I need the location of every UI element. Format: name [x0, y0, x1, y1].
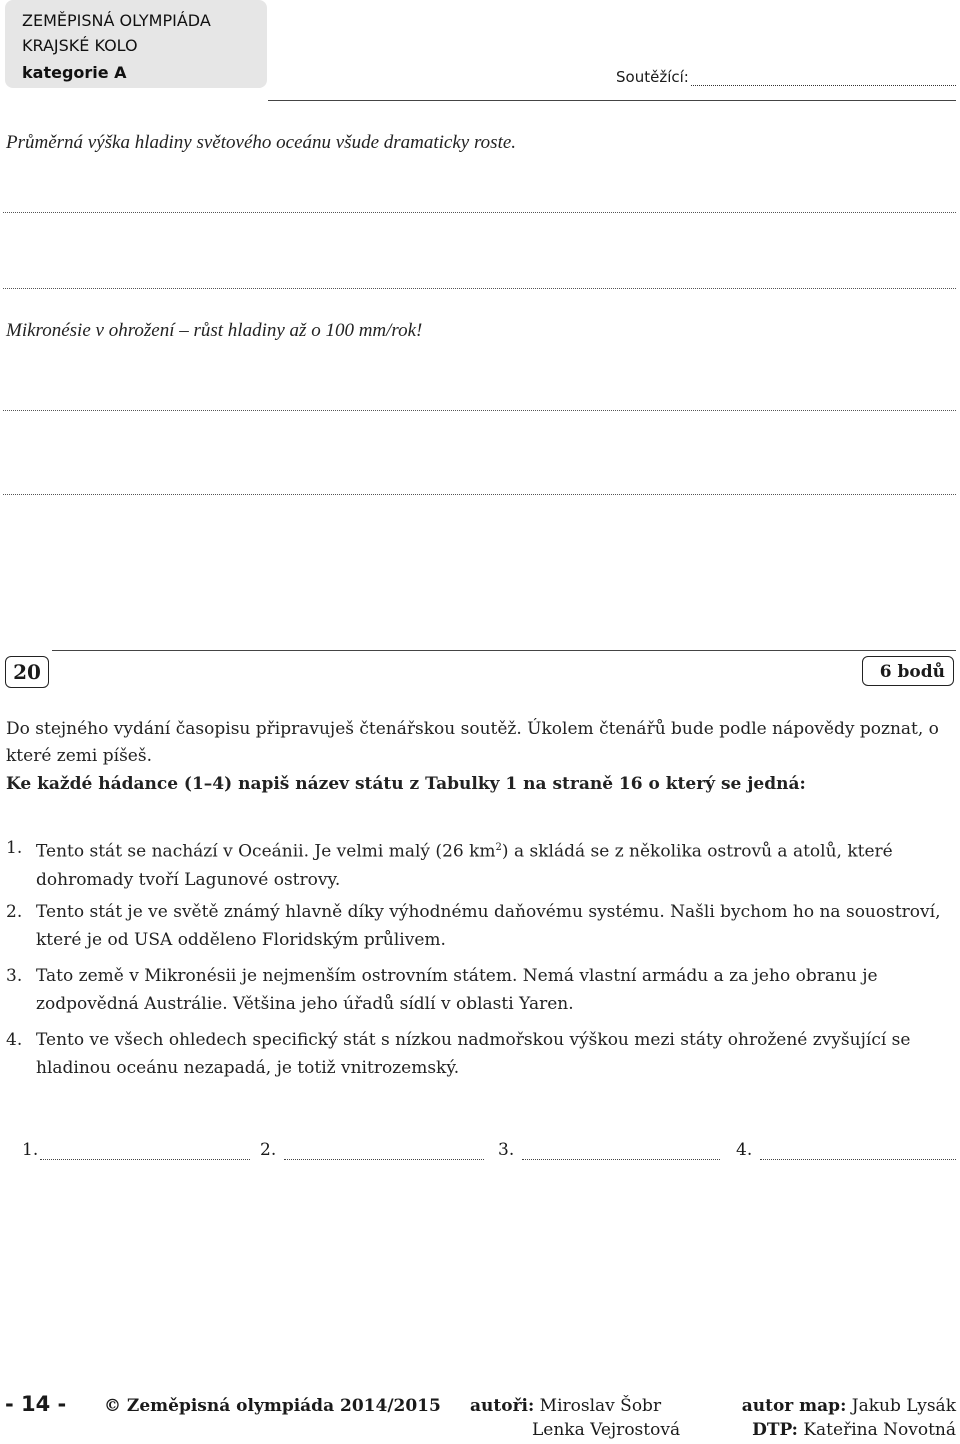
contestant-label: Soutěžící: [616, 68, 689, 86]
authors: autoři: Miroslav Šobr [470, 1396, 662, 1416]
dtp-author: DTP: Kateřina Novotná [752, 1420, 956, 1440]
question-points: 6 bodů [862, 656, 954, 686]
copyright: © Zeměpisná olympiáda 2014/2015 [104, 1396, 441, 1416]
list-item [6, 962, 946, 1018]
statement-2: Mikronésie v ohrožení – růst hladiny až o 100 mm/rok! [6, 320, 423, 341]
item-number: 3. [6, 966, 23, 986]
answer-line[interactable] [3, 212, 956, 213]
header-category: kategorie A [22, 63, 127, 82]
list-item [6, 898, 946, 954]
answers-row [22, 1140, 958, 1164]
item-text: Tato země v Mikronésii je nejmenším ostrovním státem. Nemá vlastní armádu a za jeho obranu je zodpovědná Austrálie. Většina jeho úřadů sídlí v oblasti Yaren. [36, 966, 878, 1014]
author-2: Lenka Vejrostová [532, 1420, 681, 1440]
contestant-field[interactable] [616, 68, 956, 86]
item-text: Tento stát je ve světě známý hlavně díky výhodnému daňovému systému. Našli bychom ho na souostroví, které je od USA odděleno Floridským průlivem. [36, 902, 941, 950]
question-instruction: Ke každé hádance (1–4) napiš název státu z Tabulky 1 na straně 16 o který se jedná: [6, 774, 806, 794]
answer-field-3[interactable]: 3. [498, 1140, 720, 1160]
header-rule [268, 100, 956, 101]
answer-line[interactable] [3, 494, 956, 495]
list-item [6, 1026, 946, 1082]
question-number: 20 [5, 656, 49, 688]
item-number: 4. [6, 1030, 23, 1050]
answer-field-4[interactable]: 4. [736, 1140, 956, 1160]
answer-line[interactable] [3, 410, 956, 411]
question-intro: Do stejného vydání časopisu připravuješ čtenářskou soutěž. Úkolem čtenářů bude podle nápovědy poznat, o které zemi píšeš. [6, 719, 939, 766]
answer-field-2[interactable]: 2. [260, 1140, 484, 1160]
map-author: autor map: Jakub Lysák [741, 1396, 956, 1416]
item-text: Tento stát se nachází v Oceánii. Je velmi malý (26 $km^2$) a skládá se z několika ostrovů a atolů, které dohromady tvoří Lagunové ostrovy. [36, 841, 893, 890]
item-number: 1. [6, 838, 23, 858]
statement-1: Průměrná výška hladiny světového oceánu všude dramaticky roste. [6, 132, 517, 153]
header-title: ZEMĚPISNÁ OLYMPIÁDA [22, 11, 211, 30]
question-rule [52, 650, 956, 651]
answer-field-1[interactable]: 1. [22, 1140, 250, 1160]
page-number: - 14 - [5, 1392, 67, 1416]
header-round: KRAJSKÉ KOLO [22, 36, 138, 55]
contestant-dotline [691, 71, 956, 86]
list-item [6, 834, 946, 894]
item-number: 2. [6, 902, 23, 922]
answer-line[interactable] [3, 288, 956, 289]
item-text: Tento ve všech ohledech specifický stát s nízkou nadmořskou výškou mezi státy ohrožené zvyšující se hladinou oceánu nezapadá, je totiž vnitrozemský. [36, 1030, 911, 1078]
